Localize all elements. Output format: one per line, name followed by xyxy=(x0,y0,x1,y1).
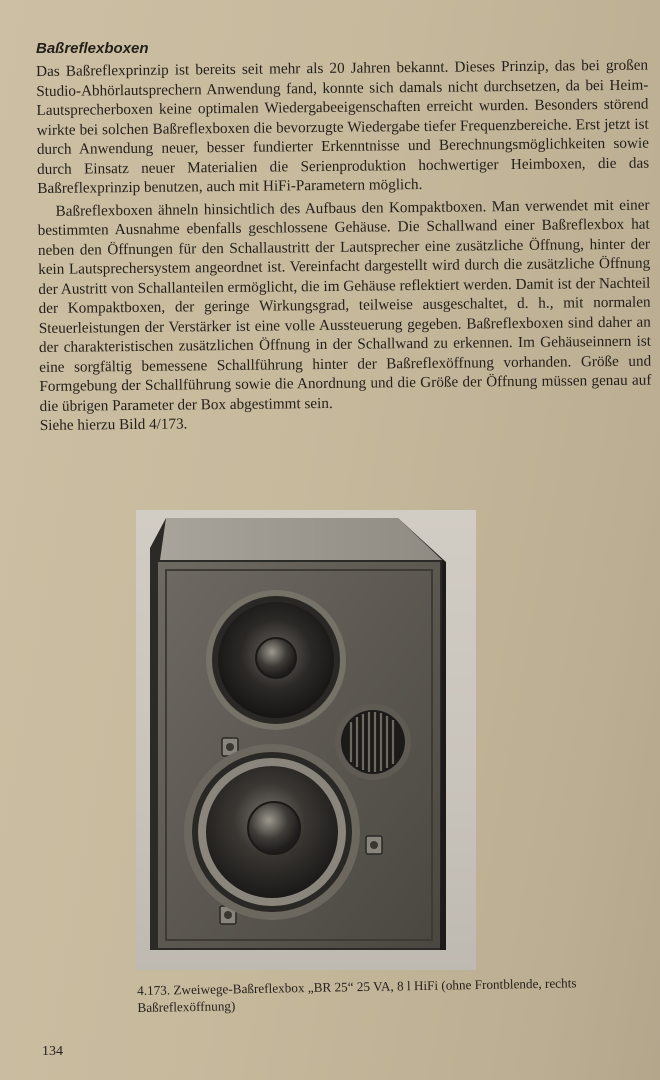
bass-reflex-speaker-illustration xyxy=(136,510,476,970)
cabinet-top xyxy=(160,518,442,560)
section-heading: Baßreflexboxen xyxy=(36,40,149,57)
page-number: 134 xyxy=(42,1044,63,1059)
figure-caption: 4.173. Zweiwege-Baßreflexbox „BR 25“ 25 VA, 8 l HiFi (ohne Frontblende, rechts Baßreflexöffnung) xyxy=(137,975,577,1015)
figure-reference: Siehe hierzu Bild 4/173. xyxy=(39,415,188,434)
paragraph-1: Das Baßreflexprinzip ist bereits seit mehr als 20 Jahren bekannt. Dieses Prinzip, das bei großen Studio-Abhörlautsprechern Anwendung fand, konnte sich damals nicht durchsetzen, da bei Heim-Lautsprecherboxen keine optimalen Wiedergabeeigenschaften erreicht wurden. Besonders störend wirkte bei solchen Baßreflexboxen die bevorzugte Wiedergabe tiefer Frequenzbereiche. Erst jetzt ist durch Anwendung neuer, besser fundierter Erkenntnisse und Berechnungsmöglichkeiten sowie durch Einsatz neuer Materialien die Serienproduktion hochwertiger Heimboxen, die das Baßreflexprinzip benutzen, auch mit HiFi-Parametern möglich. xyxy=(36,56,650,197)
body-text xyxy=(36,56,652,436)
paragraph-2: Baßreflexboxen ähneln hinsichtlich des Aufbaus den Kompaktboxen. Man verwendet mit einer bestimmten Ausnahme ebenfalls geschlossene Gehäuse. Die Schallwand einer Baßreflexbox hat neben den Öffnungen für den Schallaustritt der Lautsprecher eine zusätzliche Öffnung, hinter der kein Lautsprechersystem angeordnet ist. Vereinfacht dargestellt wird durch die zusätzliche Öffnung der Austritt von Schallanteilen ermöglicht, die im Gehäuse reflektiert werden. Damit ist der Nachteil der Kompaktboxen, der geringe Wirkungsgrad, teilweise ausgeschaltet, d. h., mit normalen Steuerleistungen der Verstärker ist eine volle Aussteuerung gegeben. Baßreflexboxen sind daher an der charakteristischen zusätzlichen Öffnung in der Schallwand zu erkennen. Im Gehäuseinnern ist eine sorgfältig bemessene Schallführung hinter der Baßreflexöffnung vorhanden. Größe und Formgebung der Schallführung sowie die Anordnung und die Größe der Öffnung müssen genau auf die übrigen Parameter der Box abgestimmt sein. xyxy=(37,196,652,415)
speaker-photo xyxy=(136,510,476,970)
